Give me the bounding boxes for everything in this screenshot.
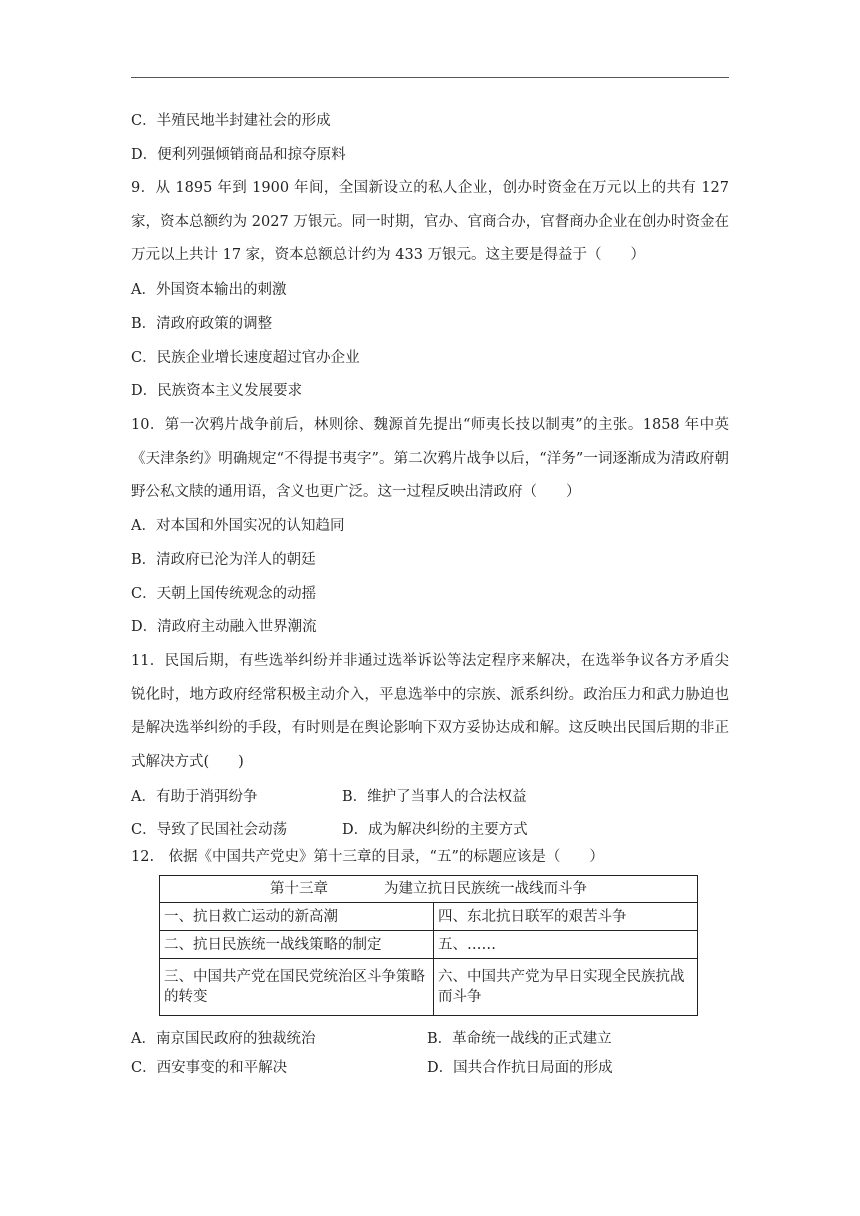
chapter-title: 为建立抗日民族统一战线而斗争 bbox=[384, 881, 587, 897]
q11-stem: 11．民国后期，有些选举纠纷并非通过选举诉讼等法定程序来解决，在选举争议各方矛盾尖锐化时，地方政府经常积极主动介入，平息选举中的宗族、派系纠纷。政治压力和武力胁迫也是解决选举纠纷的手段，有时则是在舆论影响下双方妥协达成和解。这反映出民国后期的非正式解决方式( ) bbox=[131, 653, 729, 770]
table-cell: 六、中国共产党为早日实现全民族抗战而斗争 bbox=[434, 959, 698, 1016]
q11-option-c: C．导致了民国社会动荡 bbox=[131, 822, 288, 838]
q11-options-row2 bbox=[131, 820, 731, 840]
table-cell: 一、抗日救亡运动的新高潮 bbox=[160, 903, 434, 931]
q11-option-a: A．有助于消弭纷争 bbox=[131, 789, 258, 805]
table-header-cell bbox=[160, 876, 698, 903]
q11-options-row1 bbox=[131, 787, 731, 807]
q12-options-row2 bbox=[131, 1058, 731, 1078]
table-row bbox=[160, 959, 698, 1016]
q8-option-c: C．半殖民地半封建社会的形成 bbox=[131, 113, 331, 129]
table-row bbox=[160, 903, 698, 931]
header-rule bbox=[131, 77, 729, 78]
q10-option-a: A．对本国和外国实况的认知趋同 bbox=[131, 518, 345, 534]
table-cell: 二、抗日民族统一战线策略的制定 bbox=[160, 931, 434, 959]
table-header-row bbox=[160, 876, 698, 903]
q10-stem: 10．第一次鸦片战争前后，林则徐、魏源首先提出“师夷长技以制夷”的主张。1858 年中英《天津条约》明确规定“不得提书夷字”。第二次鸦片战争以后，“洋务”一词逐渐成为清政府朝野公私文牍的通用语，含义也更广泛。这一过程反映出清政府（ ） bbox=[131, 417, 729, 500]
q12-stem: 12. 依据《中国共产党史》第十三章的目录，“五”的标题应该是（ ） bbox=[131, 849, 604, 865]
table-cell: 三、中国共产党在国民党统治区斗争策略的转变 bbox=[160, 959, 434, 1016]
q9-option-b: B．清政府政策的调整 bbox=[131, 316, 273, 332]
q9-option-a: A．外国资本输出的刺激 bbox=[131, 282, 287, 298]
q12-option-a: A．南京国民政府的独裁统治 bbox=[131, 1031, 316, 1047]
q12-option-d: D．国共合作抗日局面的形成 bbox=[427, 1060, 613, 1076]
chapter-number: 第十三章 bbox=[270, 881, 328, 897]
q9-option-d: D．民族资本主义发展要求 bbox=[131, 383, 303, 399]
q11-option-b: B．维护了当事人的合法权益 bbox=[342, 789, 527, 805]
q12-option-c: C．西安事变的和平解决 bbox=[131, 1060, 288, 1076]
q12-options-row1 bbox=[131, 1029, 731, 1049]
q10-option-c: C．天朝上国传统观念的动摇 bbox=[131, 586, 317, 602]
table-cell: 五、…… bbox=[434, 931, 698, 959]
q9-option-c: C．民族企业增长速度超过官办企业 bbox=[131, 350, 360, 366]
table-cell: 四、东北抗日联军的艰苦斗争 bbox=[434, 903, 698, 931]
q9-stem: 9．从 1895 年到 1900 年间，全国新设立的私人企业，创办时资金在万元以上的共有 127 家，资本总额约为 2027 万银元。同一时期，官办、官商合办，官督商办企业在创办时资金在万元以上共计 17 家，资本总额总计约为 433 万银元。这主要是得益于（ ） bbox=[131, 180, 729, 263]
q8-option-d: D．便利列强倾销商品和掠夺原料 bbox=[131, 147, 346, 163]
chapter-contents-table bbox=[159, 875, 698, 1016]
table-row bbox=[160, 931, 698, 959]
q10-option-b: B．清政府已沦为洋人的朝廷 bbox=[131, 552, 316, 568]
q12-option-b: B．革命统一战线的正式建立 bbox=[427, 1031, 612, 1047]
q10-option-d: D．清政府主动融入世界潮流 bbox=[131, 619, 317, 635]
q11-option-d: D．成为解决纠纷的主要方式 bbox=[342, 822, 528, 838]
